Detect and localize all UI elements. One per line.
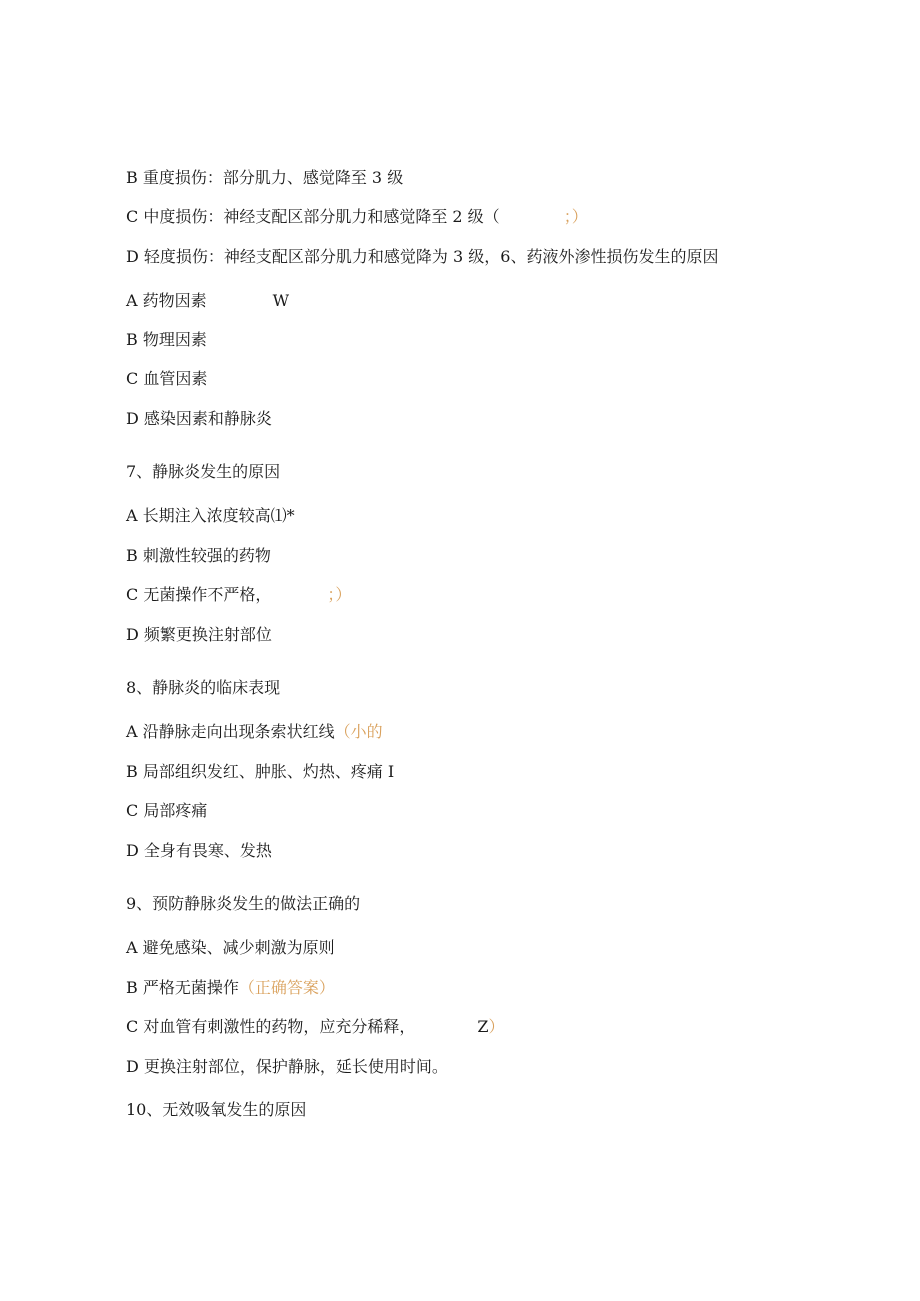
answer-annotation: （小的 bbox=[334, 722, 383, 741]
line-text: C 中度损伤：神经支配区部分肌力和感觉降至 2 级（ bbox=[126, 207, 500, 226]
correct-answer-annotation: （正确答案） bbox=[238, 978, 335, 997]
line-text: C 局部疼痛 bbox=[126, 801, 208, 820]
question-text: 9、预防静脉炎发生的做法正确的 bbox=[126, 894, 361, 913]
line-text: D 频繁更换注射部位 bbox=[126, 625, 272, 644]
line-text: C 无菌操作不严格， bbox=[126, 585, 272, 604]
question-text: 10、无效吸氧发生的原因 bbox=[126, 1100, 307, 1119]
line-text: B 刺激性较强的药物 bbox=[126, 546, 271, 565]
option-c-vascular-factor bbox=[126, 369, 207, 389]
question-text: 7、静脉炎发生的原因 bbox=[126, 462, 281, 481]
line-text: A 沿静脉走向出现条索状红线 bbox=[126, 722, 335, 741]
question-9-heading bbox=[126, 894, 360, 914]
line-text: B 重度损伤：部分肌力、感觉降至 3 级 bbox=[126, 168, 404, 187]
answer-annotation: ；） bbox=[563, 207, 588, 226]
q7-option-c bbox=[126, 585, 351, 605]
q9-option-c bbox=[126, 1017, 504, 1037]
option-d-infection-factor bbox=[126, 409, 272, 429]
question-8-heading bbox=[126, 678, 280, 698]
q7-option-b bbox=[126, 546, 271, 566]
q9-option-b bbox=[126, 978, 335, 998]
line-text: A 避免感染、减少刺激为原则 bbox=[126, 938, 335, 957]
line-text: D 更换注射部位，保护静脉，延长使用时间。 bbox=[126, 1057, 448, 1076]
line-text: C 对血管有刺激性的药物，应充分稀释， bbox=[126, 1017, 416, 1036]
question-text: 8、静脉炎的临床表现 bbox=[126, 678, 281, 697]
line-text: C 血管因素 bbox=[126, 369, 208, 388]
line-text: A 药物因素 bbox=[126, 291, 207, 310]
line-text: B 局部组织发红、肿胀、灼热、疼痛 I bbox=[126, 762, 395, 781]
line-text: D 全身有畏寒、发热 bbox=[126, 841, 272, 860]
line-text: B 严格无菌操作 bbox=[126, 978, 239, 997]
line-text: B 物理因素 bbox=[126, 330, 207, 349]
q8-option-a bbox=[126, 722, 383, 742]
answer-annotation: ） bbox=[488, 1017, 505, 1036]
line-text: D 轻度损伤：神经支配区部分肌力和感觉降为 3 级，6、药液外渗性损伤发生的原因 bbox=[126, 247, 719, 266]
q7-option-d bbox=[126, 625, 272, 645]
option-d-mild-injury-and-question-6 bbox=[126, 247, 718, 267]
q8-option-c bbox=[126, 801, 207, 821]
option-c-moderate-injury bbox=[126, 207, 588, 227]
question-7-heading bbox=[126, 462, 280, 482]
option-b-physical-factor bbox=[126, 330, 207, 350]
question-10-heading bbox=[126, 1100, 306, 1120]
line-text: A 长期注入浓度较高⑴* bbox=[126, 506, 295, 525]
stray-mark: W bbox=[272, 291, 290, 310]
line-text: D 感染因素和静脉炎 bbox=[126, 409, 272, 428]
option-a-drug-factor bbox=[126, 291, 289, 311]
q7-option-a bbox=[126, 506, 295, 526]
option-b-severe-injury bbox=[126, 168, 403, 188]
q8-option-b bbox=[126, 762, 394, 782]
answer-annotation: ；） bbox=[327, 585, 352, 604]
stray-mark: Z bbox=[477, 1017, 489, 1036]
q9-option-d bbox=[126, 1057, 448, 1077]
q9-option-a bbox=[126, 938, 335, 958]
q8-option-d bbox=[126, 841, 272, 861]
